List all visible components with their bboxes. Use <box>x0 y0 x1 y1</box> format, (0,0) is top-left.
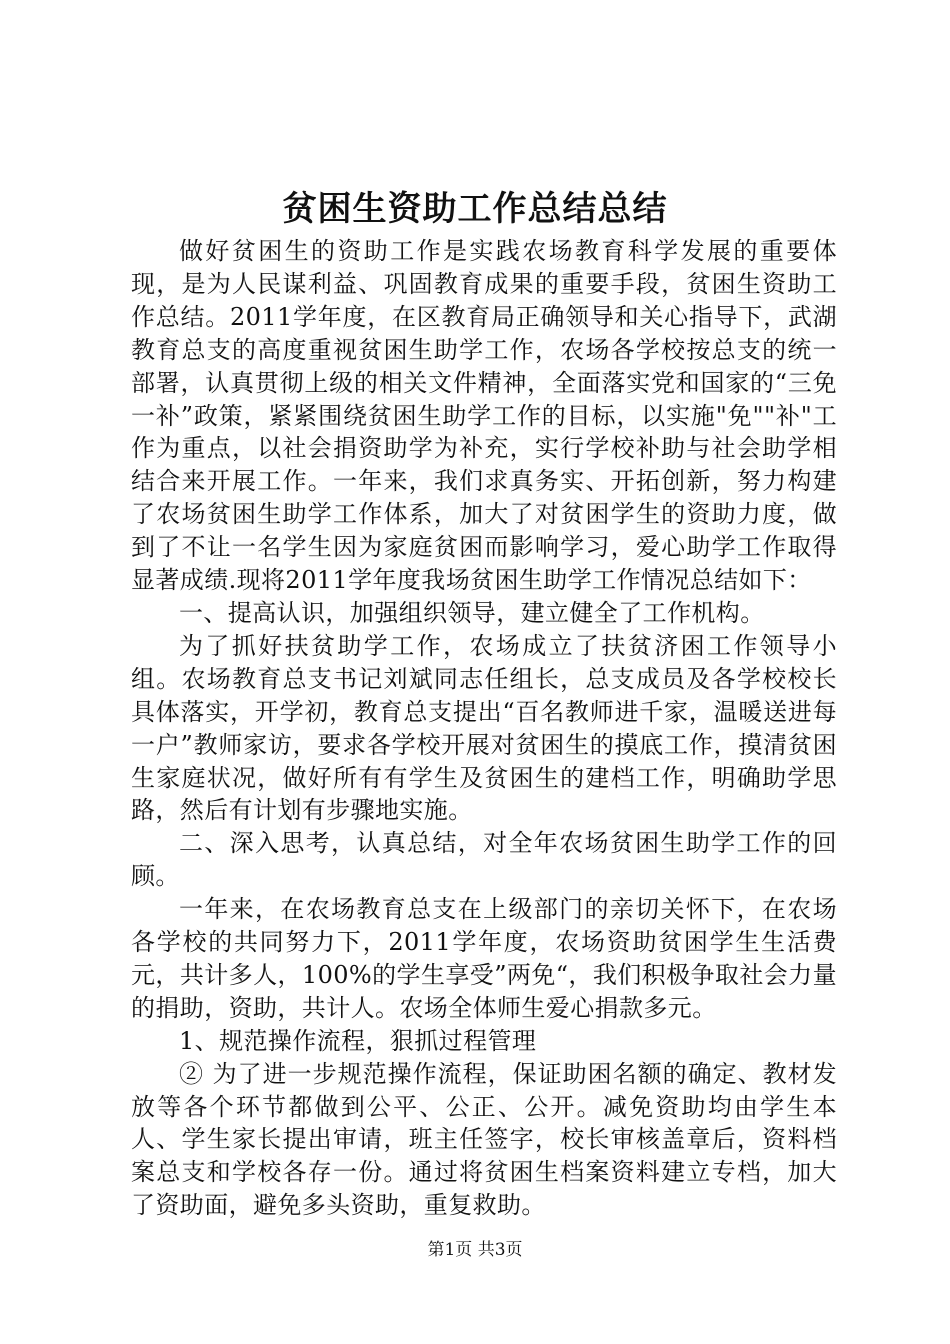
subsection-heading-1: 1、规范操作流程，狠抓过程管理 <box>179 1026 537 1055</box>
document-body <box>131 235 837 1222</box>
paragraph-intro: 做好贫困生的资助工作是实践农场教育科学发展的重要体现，是为人民谋利益、巩固教育成果的重要手段，贫困生资助工作总结。2011学年度，在区教育局正确领导和关心指导下，武湖教育总支的高度重视贫困生助学工作，农场各学校按总支的统一部署，认真贯彻上级的相关文件精神，全面落实党和国家的“三免一补”政策，紧紧围绕贫困生助学工作的目标，以实施"免""补"工作为重点，以社会捐资助学为补充，实行学校补助与社会助学相结合来开展工作。一年来，我们求真务实、开拓创新，努力构建了农场贫困生助学工作体系，加大了对贫困学生的资助力度，做到了不让一名学生因为家庭贫困而影响学习，爱心助学工作取得显著成绩.现将2011学年度我场贫困生助学工作情况总结如下： <box>131 237 837 595</box>
section-heading-1: 一、提高认识，加强组织领导，建立健全了工作机构。 <box>179 598 765 627</box>
paragraph-organization: 为了抓好扶贫助学工作，农场成立了扶贫济困工作领导小组。农场教育总支书记刘斌同志任组长，总支成员及各学校校长具体落实，开学初，教育总支提出“百名教师进千家，温暖送进每一户”教师家访，要求各学校开展对贫困生的摸底工作，摸清贫困生家庭状况，做好所有有学生及贫困生的建档工作，明确助学思路，然后有计划有步骤地实施。 <box>131 631 837 825</box>
section-heading-2: 二、深入思考，认真总结，对全年农场贫困生助学工作的回顾。 <box>131 829 837 891</box>
paragraph-process: ② 为了进一步规范操作流程，保证助困名额的确定、教材发放等各个环节都做到公平、公正、公开。减免资助均由学生本人、学生家长提出审请，班主任签字，校长审核盖章后，资料档案总支和学校各存一份。通过将贫困生档案资料建立专档，加大了资助面，避免多头资助，重复救助。 <box>131 1059 837 1220</box>
page-number-footer: 第1页 共3页 <box>427 1240 523 1260</box>
paragraph-review: 一年来，在农场教育总支在上级部门的亲切关怀下，在农场各学校的共同努力下，2011学年度，农场资助贫困学生生活费元，共计多人，100%的学生享受”两免“，我们积极争取社会力量的捐助，资助，共计人。农场全体师生爱心捐款多元。 <box>131 895 837 1022</box>
document-title: 贫困生资助工作总结总结 <box>282 189 668 229</box>
